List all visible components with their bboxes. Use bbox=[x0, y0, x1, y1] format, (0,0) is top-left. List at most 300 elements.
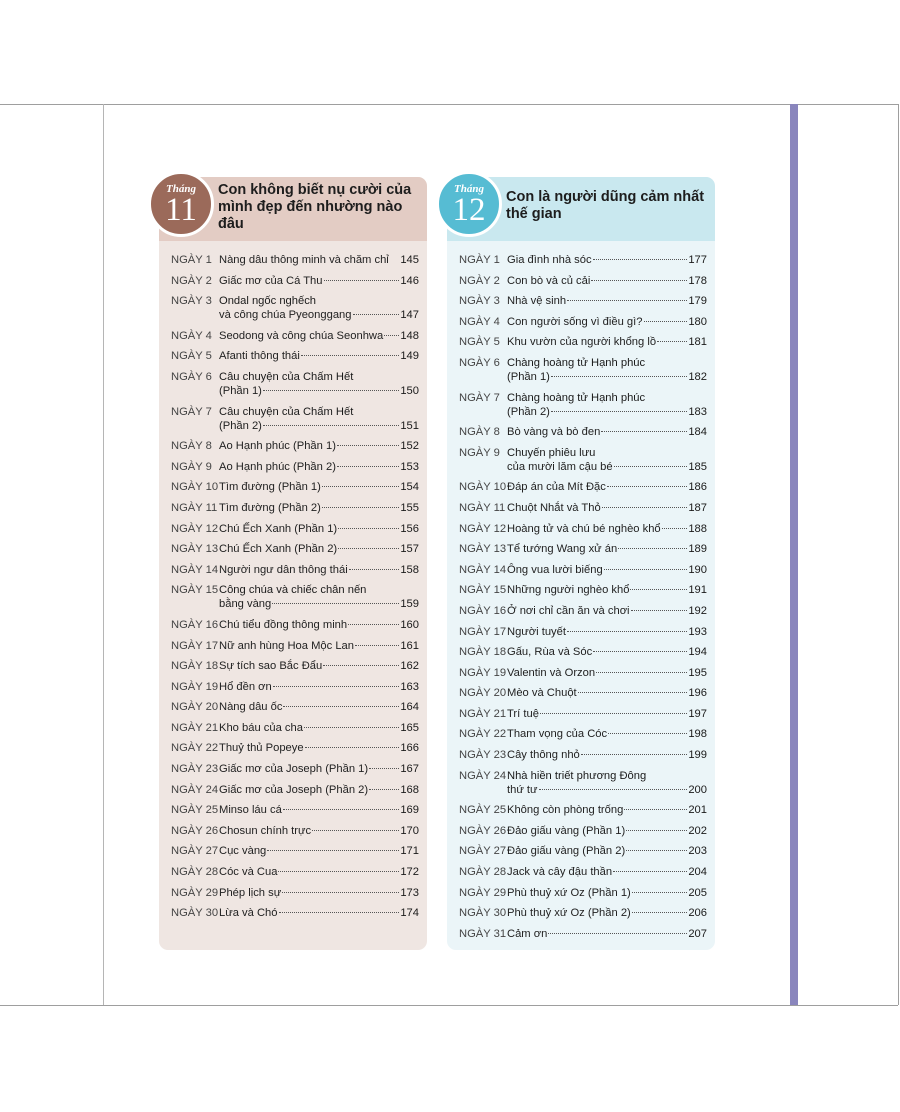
toc-entry bbox=[459, 727, 707, 748]
toc-entry bbox=[171, 783, 419, 804]
toc-title-line: Gấu, Rùa và Sóc bbox=[507, 646, 593, 659]
toc-dot-leader bbox=[348, 624, 399, 625]
toc-day-label: NGÀY 22 bbox=[171, 742, 219, 755]
toc-entry bbox=[459, 886, 707, 907]
toc-title-line: Tìm đường (Phần 2) bbox=[219, 501, 321, 514]
toc-day-label: NGÀY 6 bbox=[171, 370, 212, 383]
toc-title-with-page bbox=[219, 563, 419, 577]
toc-dot-leader bbox=[369, 768, 399, 769]
toc-title-line: Tể tướng Wang xử án bbox=[507, 543, 618, 556]
toc-title-with-page bbox=[219, 419, 419, 433]
toc-dot-leader bbox=[349, 569, 400, 570]
toc-page-number: 157 bbox=[400, 543, 419, 556]
toc-title-line: Ông vua lười biếng bbox=[507, 563, 603, 576]
toc-day-label: NGÀY 18 bbox=[171, 660, 219, 673]
toc-title-with-page bbox=[219, 253, 419, 267]
toc-entry bbox=[459, 391, 707, 426]
toc-page-number: 195 bbox=[688, 666, 707, 679]
toc-day-label: NGÀY 19 bbox=[459, 666, 507, 679]
toc-day-label: NGÀY 20 bbox=[459, 687, 507, 700]
toc-dot-leader bbox=[338, 548, 399, 549]
toc-page-number: 173 bbox=[400, 886, 419, 899]
toc-page-number: 180 bbox=[688, 315, 707, 328]
toc-page-number: 205 bbox=[688, 886, 707, 899]
toc-page-number: 193 bbox=[688, 625, 707, 638]
toc-dot-leader bbox=[596, 672, 687, 673]
toc-title-line: Sự tích sao Bắc Đẩu bbox=[219, 660, 323, 673]
toc-dot-leader bbox=[353, 314, 400, 315]
toc-entry bbox=[171, 824, 419, 845]
toc-title-line: Lừa và Chó bbox=[219, 907, 278, 920]
toc-entry bbox=[459, 446, 707, 481]
toc-page-number: 148 bbox=[400, 329, 419, 342]
toc-title-with-page bbox=[219, 844, 419, 858]
toc-entry bbox=[171, 886, 419, 907]
toc-title-with-page bbox=[219, 639, 419, 653]
toc-dot-leader bbox=[322, 486, 399, 487]
toc-title-with-page bbox=[219, 906, 419, 920]
toc-title-line: Câu chuyện của Chấm Hết bbox=[219, 370, 354, 383]
toc-day-label: NGÀY 17 bbox=[171, 639, 219, 652]
toc-dot-leader bbox=[601, 431, 687, 432]
toc-page-number: 191 bbox=[688, 584, 707, 597]
toc-title-line: Ở nơi chỉ cần ăn và chơi bbox=[507, 604, 630, 617]
toc-dot-leader bbox=[567, 631, 687, 632]
toc-page-number: 184 bbox=[688, 426, 707, 439]
toc-page-number: 192 bbox=[688, 604, 707, 617]
toc-title-line: Người ngư dân thông thái bbox=[219, 563, 348, 576]
toc-title-line: Đảo giấu vàng (Phần 2) bbox=[507, 845, 626, 858]
toc-dot-leader bbox=[323, 665, 399, 666]
toc-day-label: NGÀY 2 bbox=[459, 274, 500, 287]
toc-page-number: 198 bbox=[688, 728, 707, 741]
toc-day-label: NGÀY 12 bbox=[459, 522, 507, 535]
toc-dot-leader bbox=[614, 466, 688, 467]
toc-entry bbox=[171, 741, 419, 762]
toc-entry bbox=[459, 748, 707, 769]
toc-title-with-page bbox=[507, 501, 707, 515]
toc-title-with-page bbox=[219, 308, 419, 322]
toc-entry bbox=[171, 294, 419, 329]
toc-dot-leader bbox=[626, 850, 687, 851]
toc-entry bbox=[459, 522, 707, 543]
toc-day-label: NGÀY 26 bbox=[459, 824, 507, 837]
toc-page-number: 178 bbox=[688, 274, 707, 287]
toc-page-number: 162 bbox=[400, 660, 419, 673]
toc-dot-leader bbox=[263, 390, 399, 391]
toc-title-line: Công chúa và chiếc chân nến bbox=[219, 584, 367, 597]
toc-entry bbox=[459, 625, 707, 646]
toc-title-line: Cây thông nhỏ bbox=[507, 749, 580, 762]
toc-day-label: NGÀY 23 bbox=[171, 763, 219, 776]
toc-dot-leader bbox=[539, 789, 688, 790]
toc-title-with-page bbox=[507, 886, 707, 900]
toc-entry bbox=[459, 707, 707, 728]
toc-title-line: Chàng hoàng tử Hạnh phúc bbox=[507, 356, 646, 369]
month-11-badge bbox=[148, 171, 214, 237]
toc-dot-leader bbox=[355, 645, 399, 646]
toc-page-number: 189 bbox=[688, 543, 707, 556]
toc-page-number: 188 bbox=[688, 522, 707, 535]
toc-day-label: NGÀY 24 bbox=[171, 783, 219, 796]
toc-page-number: 196 bbox=[688, 687, 707, 700]
toc-page-number: 181 bbox=[688, 336, 707, 349]
toc-entry bbox=[459, 583, 707, 604]
toc-title-line: Tìm đường (Phần 1) bbox=[219, 481, 321, 494]
toc-title-line: Chuyến phiêu lưu bbox=[507, 446, 596, 459]
toc-dot-leader bbox=[626, 830, 687, 831]
toc-page-number: 201 bbox=[688, 804, 707, 817]
toc-title-line: Kho báu của cha bbox=[219, 721, 303, 734]
toc-dot-leader bbox=[272, 603, 399, 604]
toc-day-label: NGÀY 28 bbox=[171, 866, 219, 879]
toc-title-with-page bbox=[507, 274, 707, 288]
toc-title-line: Tham vọng của Cóc bbox=[507, 728, 608, 741]
toc-page-number: 171 bbox=[400, 845, 419, 858]
toc-title-line: (Phần 1) bbox=[507, 370, 550, 383]
toc-title-with-page bbox=[507, 707, 707, 721]
toc-page-number: 203 bbox=[688, 845, 707, 858]
toc-title-with-page bbox=[507, 783, 707, 797]
toc-day-label: NGÀY 29 bbox=[459, 886, 507, 899]
toc-title-line: Con bò và củ cải bbox=[507, 274, 591, 287]
toc-entry bbox=[171, 844, 419, 865]
toc-title-line: Nhà vệ sinh bbox=[507, 295, 567, 308]
toc-title-with-page bbox=[219, 501, 419, 515]
month-11-panel bbox=[159, 177, 427, 950]
toc-dot-leader bbox=[604, 569, 688, 570]
toc-dot-leader bbox=[369, 789, 399, 790]
toc-title-line: Bò vàng và bò đen bbox=[507, 426, 601, 439]
toc-dot-leader bbox=[283, 706, 399, 707]
toc-title-line: Mèo và Chuột bbox=[507, 687, 577, 700]
toc-page-number: 172 bbox=[400, 866, 419, 879]
toc-day-label: NGÀY 10 bbox=[459, 481, 507, 494]
toc-dot-leader bbox=[384, 335, 399, 336]
toc-day-label: NGÀY 29 bbox=[171, 886, 219, 899]
toc-title-with-page bbox=[507, 927, 707, 941]
toc-title-with-page bbox=[507, 803, 707, 817]
toc-page-number: 186 bbox=[688, 481, 707, 494]
toc-title-with-page bbox=[219, 384, 419, 398]
toc-page-number: 190 bbox=[688, 563, 707, 576]
toc-dot-leader bbox=[304, 727, 399, 728]
toc-title-line: Con người sống vì điều gì? bbox=[507, 315, 643, 328]
toc-page-number: 197 bbox=[688, 707, 707, 720]
toc-title-line: Hoàng tử và chú bé nghèo khổ bbox=[507, 522, 661, 535]
toc-entry bbox=[459, 803, 707, 824]
toc-page-number: 152 bbox=[400, 440, 419, 453]
toc-dot-leader bbox=[567, 300, 687, 301]
toc-day-label: NGÀY 9 bbox=[459, 446, 500, 459]
toc-title-with-page bbox=[219, 700, 419, 714]
month-12-panel bbox=[447, 177, 715, 950]
toc-day-label: NGÀY 25 bbox=[459, 804, 507, 817]
toc-title-with-page bbox=[219, 349, 419, 363]
toc-title-line: Chosun chính trực bbox=[219, 824, 312, 837]
toc-dot-leader bbox=[312, 830, 399, 831]
toc-dot-leader bbox=[540, 713, 687, 714]
toc-title-line: Ao Hạnh phúc (Phần 2) bbox=[219, 460, 336, 473]
toc-dot-leader bbox=[618, 548, 687, 549]
toc-page-number: 150 bbox=[400, 384, 419, 397]
toc-dot-leader bbox=[322, 507, 399, 508]
toc-dot-leader bbox=[273, 686, 400, 687]
page-fold-line bbox=[103, 104, 104, 1005]
toc-day-label: NGÀY 4 bbox=[171, 329, 212, 342]
toc-dot-leader bbox=[593, 259, 688, 260]
toc-title-with-page bbox=[507, 425, 707, 439]
toc-day-label: NGÀY 18 bbox=[459, 646, 507, 659]
toc-title-with-page bbox=[219, 803, 419, 817]
toc-day-label: NGÀY 8 bbox=[171, 440, 212, 453]
toc-dot-leader bbox=[581, 754, 688, 755]
toc-page-number: 160 bbox=[400, 618, 419, 631]
toc-title-with-page bbox=[507, 686, 707, 700]
toc-day-label: NGÀY 27 bbox=[459, 845, 507, 858]
toc-entry bbox=[171, 253, 419, 274]
toc-dot-leader bbox=[305, 747, 400, 748]
toc-page-number: 169 bbox=[400, 804, 419, 817]
toc-day-label: NGÀY 14 bbox=[171, 563, 219, 576]
toc-title-with-page bbox=[219, 460, 419, 474]
toc-page-number: 199 bbox=[688, 749, 707, 762]
toc-day-label: NGÀY 24 bbox=[459, 769, 507, 782]
toc-page-number: 154 bbox=[400, 481, 419, 494]
toc-dot-leader bbox=[324, 280, 400, 281]
toc-title-with-page bbox=[507, 480, 707, 494]
toc-entry bbox=[459, 542, 707, 563]
toc-day-label: NGÀY 5 bbox=[171, 350, 212, 363]
toc-entry bbox=[171, 274, 419, 295]
toc-entry bbox=[171, 762, 419, 783]
toc-entry bbox=[171, 563, 419, 584]
toc-dot-leader bbox=[548, 933, 687, 934]
toc-dot-leader bbox=[338, 528, 399, 529]
toc-title-with-page bbox=[219, 680, 419, 694]
toc-title-line: Hổ đền ơn bbox=[219, 680, 272, 693]
toc-title-line: Nàng dâu thông minh và chăm chỉ bbox=[219, 254, 389, 266]
toc-entry bbox=[171, 460, 419, 481]
toc-dot-leader bbox=[337, 466, 399, 467]
toc-title-line: Thuỷ thủ Popeye bbox=[219, 742, 304, 755]
toc-day-label: NGÀY 13 bbox=[171, 543, 219, 556]
toc-title-line: Gia đình nhà sóc bbox=[507, 254, 592, 266]
toc-day-label: NGÀY 15 bbox=[171, 584, 219, 597]
toc-dot-leader bbox=[632, 912, 688, 913]
toc-page-number: 174 bbox=[400, 907, 419, 920]
toc-day-label: NGÀY 1 bbox=[459, 254, 500, 266]
toc-dot-leader bbox=[278, 871, 399, 872]
toc-day-label: NGÀY 22 bbox=[459, 728, 507, 741]
toc-title-line: Đảo giấu vàng (Phần 1) bbox=[507, 824, 626, 837]
toc-day-label: NGÀY 19 bbox=[171, 680, 219, 693]
toc-dot-leader bbox=[267, 850, 399, 851]
toc-day-label: NGÀY 26 bbox=[171, 824, 219, 837]
toc-title-line: Không còn phòng trống bbox=[507, 804, 624, 817]
toc-page-number: 183 bbox=[688, 405, 707, 418]
toc-title-with-page bbox=[507, 460, 707, 474]
toc-page-number: 168 bbox=[400, 783, 419, 796]
toc-title-line: Nàng dâu ốc bbox=[219, 701, 283, 714]
toc-dot-leader bbox=[644, 321, 688, 322]
spine-stripe bbox=[790, 104, 798, 1005]
toc-entry bbox=[459, 356, 707, 391]
toc-entry bbox=[459, 844, 707, 865]
toc-dot-leader bbox=[608, 733, 687, 734]
toc-title-with-page bbox=[219, 274, 419, 288]
toc-day-label: NGÀY 5 bbox=[459, 336, 500, 349]
toc-title-line: Đáp án của Mít Đặc bbox=[507, 481, 606, 494]
toc-dot-leader bbox=[624, 809, 687, 810]
toc-title-with-page bbox=[507, 748, 707, 762]
toc-title-line: Trí tuệ bbox=[507, 707, 539, 720]
toc-title-with-page bbox=[507, 727, 707, 741]
toc-page-number: 166 bbox=[400, 742, 419, 755]
toc-title-line: Cảm ơn bbox=[507, 927, 548, 940]
toc-page-number: 206 bbox=[688, 907, 707, 920]
toc-page-number: 163 bbox=[400, 680, 419, 693]
toc-day-label: NGÀY 30 bbox=[171, 907, 219, 920]
toc-title-with-page bbox=[219, 721, 419, 735]
toc-title-line: Ondal ngốc nghếch bbox=[219, 295, 317, 308]
toc-title-with-page bbox=[219, 783, 419, 797]
toc-entry bbox=[459, 315, 707, 336]
toc-page-number: 177 bbox=[688, 254, 707, 266]
toc-title-line: Khu vườn của người khổng lồ bbox=[507, 336, 657, 349]
toc-title-line: Chàng hoàng tử Hạnh phúc bbox=[507, 391, 646, 404]
toc-entry bbox=[459, 645, 707, 666]
toc-entry bbox=[171, 439, 419, 460]
toc-page-number: 207 bbox=[688, 927, 707, 940]
toc-title-with-page bbox=[507, 405, 707, 419]
toc-title-line: Cóc và Cua bbox=[219, 866, 278, 879]
toc-day-label: NGÀY 28 bbox=[459, 866, 507, 879]
toc-title-line: Seodong và công chúa Seonhwa bbox=[219, 329, 384, 342]
toc-page-number: 155 bbox=[400, 501, 419, 514]
toc-entry bbox=[459, 865, 707, 886]
toc-entry bbox=[459, 686, 707, 707]
toc-entry bbox=[171, 349, 419, 370]
toc-day-label: NGÀY 3 bbox=[459, 295, 500, 308]
toc-page-number: 145 bbox=[400, 254, 419, 266]
toc-page-number: 161 bbox=[400, 639, 419, 652]
toc-title-with-page bbox=[219, 439, 419, 453]
toc-title-with-page bbox=[507, 315, 707, 329]
badge-month-word: Tháng bbox=[166, 183, 196, 195]
toc-title-with-page bbox=[219, 886, 419, 900]
toc-entry bbox=[171, 542, 419, 563]
toc-title-with-page bbox=[219, 542, 419, 556]
toc-dot-leader bbox=[602, 507, 688, 508]
toc-page-number: 167 bbox=[400, 763, 419, 776]
toc-dot-leader bbox=[593, 651, 687, 652]
toc-dot-leader bbox=[591, 280, 687, 281]
toc-title-line: Phù thuỷ xứ Oz (Phần 1) bbox=[507, 886, 631, 899]
toc-title-with-page bbox=[507, 253, 707, 267]
toc-title-line: và công chúa Pyeonggang bbox=[219, 309, 352, 322]
toc-title-line: thứ tư bbox=[507, 783, 538, 796]
toc-day-label: NGÀY 16 bbox=[459, 604, 507, 617]
toc-title-line: Giấc mơ của Joseph (Phần 2) bbox=[219, 783, 369, 796]
toc-entry bbox=[459, 563, 707, 584]
toc-title-with-page bbox=[219, 824, 419, 838]
toc-title-line: (Phần 2) bbox=[507, 405, 550, 418]
toc-page-number: 164 bbox=[400, 701, 419, 714]
toc-dot-leader bbox=[301, 355, 399, 356]
toc-day-label: NGÀY 25 bbox=[171, 804, 219, 817]
toc-title-with-page bbox=[507, 666, 707, 680]
toc-entry bbox=[171, 803, 419, 824]
toc-day-label: NGÀY 9 bbox=[171, 460, 212, 473]
toc-dot-leader bbox=[337, 445, 399, 446]
toc-page-number: 151 bbox=[400, 419, 419, 432]
toc-title-with-page bbox=[219, 865, 419, 879]
badge-month-word: Tháng bbox=[454, 183, 484, 195]
toc-entry bbox=[459, 927, 707, 948]
toc-day-label: NGÀY 20 bbox=[171, 701, 219, 714]
toc-day-label: NGÀY 30 bbox=[459, 907, 507, 920]
toc-title-with-page bbox=[507, 522, 707, 536]
toc-page-number: 149 bbox=[400, 350, 419, 363]
toc-day-label: NGÀY 3 bbox=[171, 295, 212, 308]
toc-title-with-page bbox=[219, 329, 419, 343]
month-11-title: Con không biết nụ cười của mình đẹp đến nhường nào đâu bbox=[218, 182, 412, 232]
toc-title-line: (Phần 1) bbox=[219, 384, 262, 397]
toc-page-number: 202 bbox=[688, 824, 707, 837]
toc-day-label: NGÀY 11 bbox=[171, 501, 218, 514]
toc-title-line: Câu chuyện của Chấm Hết bbox=[219, 405, 354, 418]
toc-title-line: Cục vàng bbox=[219, 845, 267, 858]
toc-title-with-page bbox=[507, 542, 707, 556]
toc-entry bbox=[171, 659, 419, 680]
toc-entry bbox=[459, 253, 707, 274]
toc-day-label: NGÀY 7 bbox=[171, 405, 212, 418]
toc-title-with-page bbox=[507, 583, 707, 597]
page-edge-line bbox=[898, 104, 899, 1005]
toc-dot-leader bbox=[607, 486, 687, 487]
toc-title-line: Valentin và Orzon bbox=[507, 666, 596, 679]
toc-title-line: (Phần 2) bbox=[219, 419, 262, 432]
toc-page-number: 194 bbox=[688, 646, 707, 659]
toc-title-line: của mười lăm cậu bé bbox=[507, 460, 613, 473]
toc-title-with-page bbox=[507, 294, 707, 308]
toc-page-number: 146 bbox=[400, 274, 419, 287]
toc-entry bbox=[171, 906, 419, 927]
month-12-badge bbox=[436, 171, 502, 237]
toc-title-line: Nữ anh hùng Hoa Mộc Lan bbox=[219, 639, 354, 652]
toc-dot-leader bbox=[613, 871, 687, 872]
toc-entry bbox=[171, 618, 419, 639]
toc-page-number: 156 bbox=[400, 522, 419, 535]
toc-day-label: NGÀY 17 bbox=[459, 625, 507, 638]
toc-entry bbox=[171, 700, 419, 721]
toc-dot-leader bbox=[263, 425, 399, 426]
toc-title-line: Nhà hiền triết phương Đông bbox=[507, 769, 647, 782]
toc-day-label: NGÀY 14 bbox=[459, 563, 507, 576]
toc-dot-leader bbox=[283, 809, 400, 810]
toc-page-number: 200 bbox=[688, 783, 707, 796]
toc-entry bbox=[171, 405, 419, 440]
toc-dot-leader bbox=[551, 411, 687, 412]
toc-title-line: Chú Ếch Xanh (Phần 1) bbox=[219, 522, 338, 535]
toc-title-line: Phù thuỷ xứ Oz (Phần 2) bbox=[507, 907, 631, 920]
toc-entry bbox=[459, 480, 707, 501]
toc-entry bbox=[171, 583, 419, 618]
toc-day-label: NGÀY 13 bbox=[459, 543, 507, 556]
toc-page-number: 147 bbox=[400, 309, 419, 322]
toc-day-label: NGÀY 16 bbox=[171, 618, 219, 631]
